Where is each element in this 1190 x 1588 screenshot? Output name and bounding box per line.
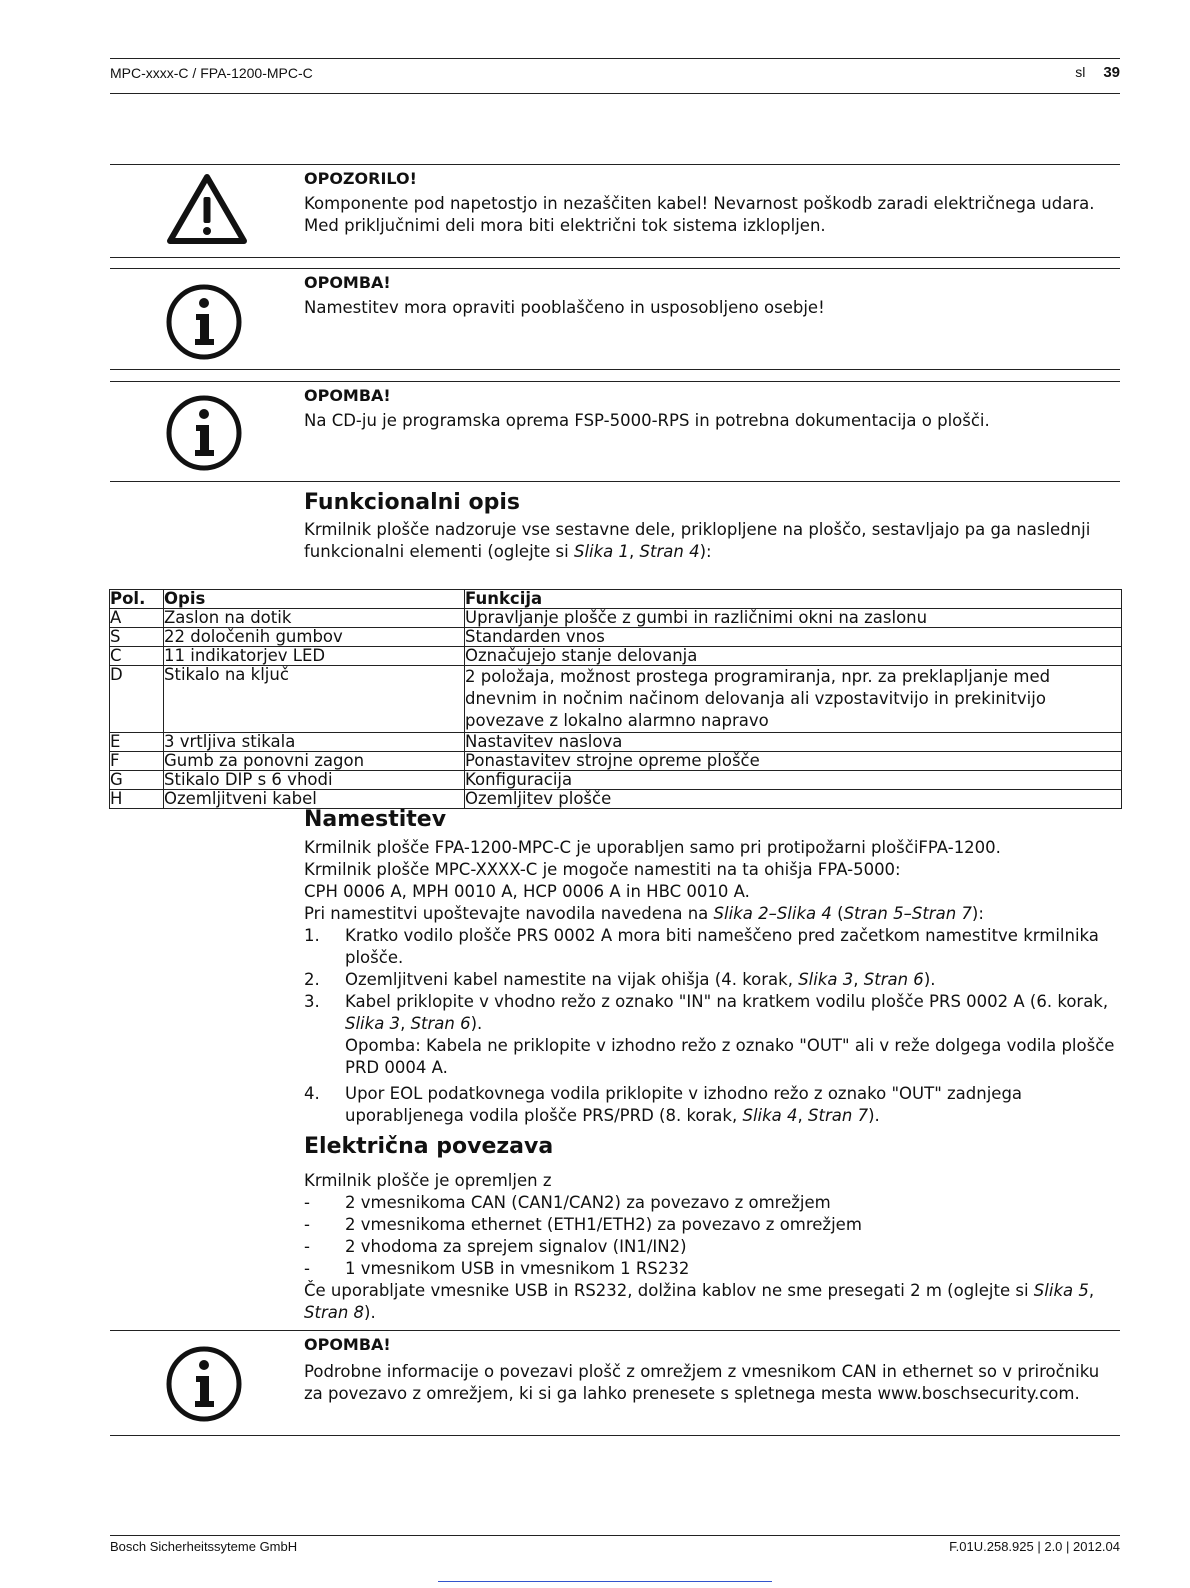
table-cell: Gumb za ponovni zagon <box>164 752 465 771</box>
intro-text: Krmilnik plošče nadzoruje vse sestavne dele, priklopljene na ploščo, sestavljajo pa ga naslednji funkcionalni elementi (oglejte si <box>304 520 1091 561</box>
install-line: CPH 0006 A, MPH 0010 A, HCP 0006 A in HBC 0010 A. <box>304 882 750 901</box>
ref-separator: , <box>629 542 640 561</box>
table-cell: Stikalo na ključ <box>164 666 465 733</box>
footer-company: Bosch Sicherheitssyteme GmbH <box>110 1539 298 1554</box>
ref-separator: , <box>400 1014 411 1033</box>
outro-text: Če uporabljate vmesnike USB in RS232, dolžina kablov ne sme presegati 2 m (oglejte si <box>304 1281 1034 1300</box>
outro-text-end: ). <box>364 1303 376 1322</box>
table-cell: Upravljanje plošče z gumbi in različnimi okni na zaslonu <box>465 609 1122 628</box>
notice-body: Podrobne informacije o povezavi plošč z omrežjem z vmesnikom CAN in ethernet so v priročniku za povezavo z omrežjem, ki si ga lahko prenesete s spletnega mesta www.boschsecurity.com. <box>304 1362 1100 1403</box>
install-text: Pri namestitvi upoštevajte navodila navedena na <box>304 904 714 923</box>
table-row <box>110 628 1122 647</box>
step-text-end: ). <box>470 1014 483 1033</box>
table-cell: Konfiguracija <box>465 771 1122 790</box>
dash-bullet: - <box>304 1259 310 1278</box>
table-cell: D <box>110 666 164 733</box>
table-row <box>110 790 1122 809</box>
info-icon <box>165 283 243 365</box>
table-header-row <box>110 590 1122 609</box>
install-line: Krmilnik plošče MPC-XXXX-C je mogoče namestiti na ta ohišja FPA-5000: <box>304 860 901 879</box>
step-number: 2. <box>304 970 320 989</box>
list-item <box>304 991 1120 1079</box>
notice-title: OPOMBA! <box>304 1335 391 1354</box>
functional-elements-table <box>109 589 1122 809</box>
table-cell: Ozemljitveni kabel <box>164 790 465 809</box>
notice-title: OPOMBA! <box>304 386 391 405</box>
warning-notice <box>110 164 1120 258</box>
step-text-end: ). <box>868 1106 880 1125</box>
step-number: 3. <box>304 992 320 1011</box>
figure-ref: Slika 4 <box>742 1106 798 1125</box>
notice-cd-software <box>110 381 1120 482</box>
electrical-outro <box>304 1280 1120 1324</box>
header-language: sl <box>1075 64 1086 80</box>
table-cell: S <box>110 628 164 647</box>
table-cell: Stikalo DIP s 6 vhodi <box>164 771 465 790</box>
section-heading-installation: Namestitev <box>304 807 447 832</box>
footer-document-code: F.01U.258.925 | 2.0 | 2012.04 <box>949 1539 1120 1554</box>
install-text: ( <box>831 904 844 923</box>
page-ref: Stran 7 <box>808 1106 869 1125</box>
header-document-id: MPC-xxxx-C / FPA-1200-MPC-C <box>110 65 313 81</box>
table-cell: 3 vrtljiva stikala <box>164 733 465 752</box>
list-item-text: 2 vmesnikoma CAN (CAN1/CAN2) za povezavo z omrežjem <box>345 1193 831 1212</box>
table-cell: C <box>110 647 164 666</box>
table-cell: Označujejo stanje delovanja <box>465 647 1122 666</box>
bottom-divider <box>438 1581 772 1582</box>
footer-rule <box>110 1535 1120 1536</box>
list-item-text: 2 vmesnikoma ethernet (ETH1/ETH2) za povezavo z omrežjem <box>345 1215 862 1234</box>
warning-title: OPOZORILO! <box>304 169 417 188</box>
table-row <box>110 752 1122 771</box>
info-icon <box>165 394 243 476</box>
page-ref: Stran 6 <box>863 970 924 989</box>
step-text: Upor EOL podatkovnega vodila priklopite v izhodno režo z oznako "OUT" zadnjega uporabljenega vodila plošče PRS/PRD (8. korak, <box>345 1084 1023 1125</box>
list-item <box>304 925 1120 969</box>
figure-ref: Slika 3 <box>345 1014 401 1033</box>
step-text: Ozemljitveni kabel namestite na vijak ohišja (4. korak, <box>345 970 799 989</box>
table-cell: G <box>110 771 164 790</box>
info-icon <box>165 1345 243 1427</box>
table-cell: Ozemljitev plošče <box>465 790 1122 809</box>
dash-bullet: - <box>304 1215 310 1234</box>
notice-network-manual <box>110 1330 1120 1436</box>
electrical-intro: Krmilnik plošče je opremljen z <box>304 1171 552 1190</box>
table-cell: 2 položaja, možnost prostega programiranja, npr. za preklapljanje med dnevnim in nočnim načinom delovanja ali vzpostavitvijo in prekinitvijo povezave z lokalno alarmno napravo <box>465 666 1122 733</box>
table-row <box>110 771 1122 790</box>
step-text: Kabel priklopite v vhodno režo z oznako "IN" na kratkem vodilu plošče PRS 0002 A (6. korak, <box>345 992 1109 1011</box>
figure-ref: Slika 5 <box>1033 1281 1089 1300</box>
table-row <box>110 666 1122 733</box>
table-cell: F <box>110 752 164 771</box>
step-number: 1. <box>304 926 320 945</box>
table-row <box>110 609 1122 628</box>
table-row <box>110 647 1122 666</box>
table-cell: E <box>110 733 164 752</box>
page-ref: Stran 6 <box>410 1014 471 1033</box>
install-line: Krmilnik plošče FPA-1200-MPC-C je uporabljen samo pri protipožarni ploščiFPA-1200. <box>304 838 1001 857</box>
page-ref: Stran 8 <box>304 1303 365 1322</box>
installation-steps <box>304 925 1120 1127</box>
step-text-end: ). <box>923 970 936 989</box>
list-item <box>304 1192 1120 1214</box>
column-header-function: Funkcija <box>465 590 1122 609</box>
header-top-rule <box>110 58 1120 59</box>
table-cell: H <box>110 790 164 809</box>
step-note: Opomba: Kabela ne priklopite v izhodno režo z oznako "OUT" ali v reže dolgega vodila plošče PRD 0004 A. <box>345 1036 1115 1077</box>
interfaces-list <box>304 1192 1120 1280</box>
ref-separator: , <box>1088 1281 1095 1300</box>
column-header-pos: Pol. <box>110 590 164 609</box>
table-row <box>110 733 1122 752</box>
dash-bullet: - <box>304 1193 310 1212</box>
table-cell: Standarden vnos <box>465 628 1122 647</box>
table-cell: Ponastavitev strojne opreme plošče <box>465 752 1122 771</box>
figure-ref: Slika 1 <box>573 542 630 561</box>
list-item <box>304 1083 1120 1127</box>
page-number: 39 <box>1103 64 1120 81</box>
functional-intro <box>304 519 1120 563</box>
list-item <box>304 1258 1120 1280</box>
step-number: 4. <box>304 1084 320 1103</box>
install-line-refs <box>304 903 1120 925</box>
list-item <box>304 969 1120 991</box>
column-header-description: Opis <box>164 590 465 609</box>
table-cell: 11 indikatorjev LED <box>164 647 465 666</box>
list-item-text: 1 vmesnikom USB in vmesnikom 1 RS232 <box>345 1259 690 1278</box>
header-bottom-rule <box>110 93 1120 94</box>
list-item <box>304 1236 1120 1258</box>
header-page-info <box>1075 64 1120 81</box>
figure-ref: Slika 3 <box>798 970 854 989</box>
notice-body: Namestitev mora opraviti pooblaščeno in usposobljeno osebje! <box>304 298 825 317</box>
section-heading-electrical: Električna povezava <box>304 1134 554 1159</box>
list-item-text: 2 vhodoma za sprejem signalov (IN1/IN2) <box>345 1237 687 1256</box>
step-text: Kratko vodilo plošče PRS 0002 A mora biti nameščeno pred začetkom namestitve krmilnika plošče. <box>345 926 1099 967</box>
intro-text-end: ): <box>699 542 712 561</box>
warning-triangle-icon <box>165 171 249 251</box>
notice-body: Na CD-ju je programska oprema FSP-5000-RPS in potrebna dokumentacija o plošči. <box>304 411 990 430</box>
table-cell: Zaslon na dotik <box>164 609 465 628</box>
table-cell: 22 določenih gumbov <box>164 628 465 647</box>
page-ref: Stran 4 <box>639 542 700 561</box>
figure-ref: Slika 2–Slika 4 <box>713 904 832 923</box>
notice-title: OPOMBA! <box>304 273 391 292</box>
ref-separator: , <box>853 970 864 989</box>
dash-bullet: - <box>304 1237 310 1256</box>
list-item <box>304 1214 1120 1236</box>
table-cell: A <box>110 609 164 628</box>
notice-installation-staff <box>110 268 1120 370</box>
section-heading-functional: Funkcionalni opis <box>304 490 520 515</box>
ref-separator: , <box>797 1106 809 1125</box>
page-ref: Stran 5–Stran 7 <box>843 904 972 923</box>
warning-body: Komponente pod napetostjo in nezaščiten kabel! Nevarnost poškodb zaradi električnega udara. Med priključnimi deli mora biti električni tok sistema izklopljen. <box>304 194 1095 235</box>
table-cell: Nastavitev naslova <box>465 733 1122 752</box>
install-text: ): <box>971 904 984 923</box>
